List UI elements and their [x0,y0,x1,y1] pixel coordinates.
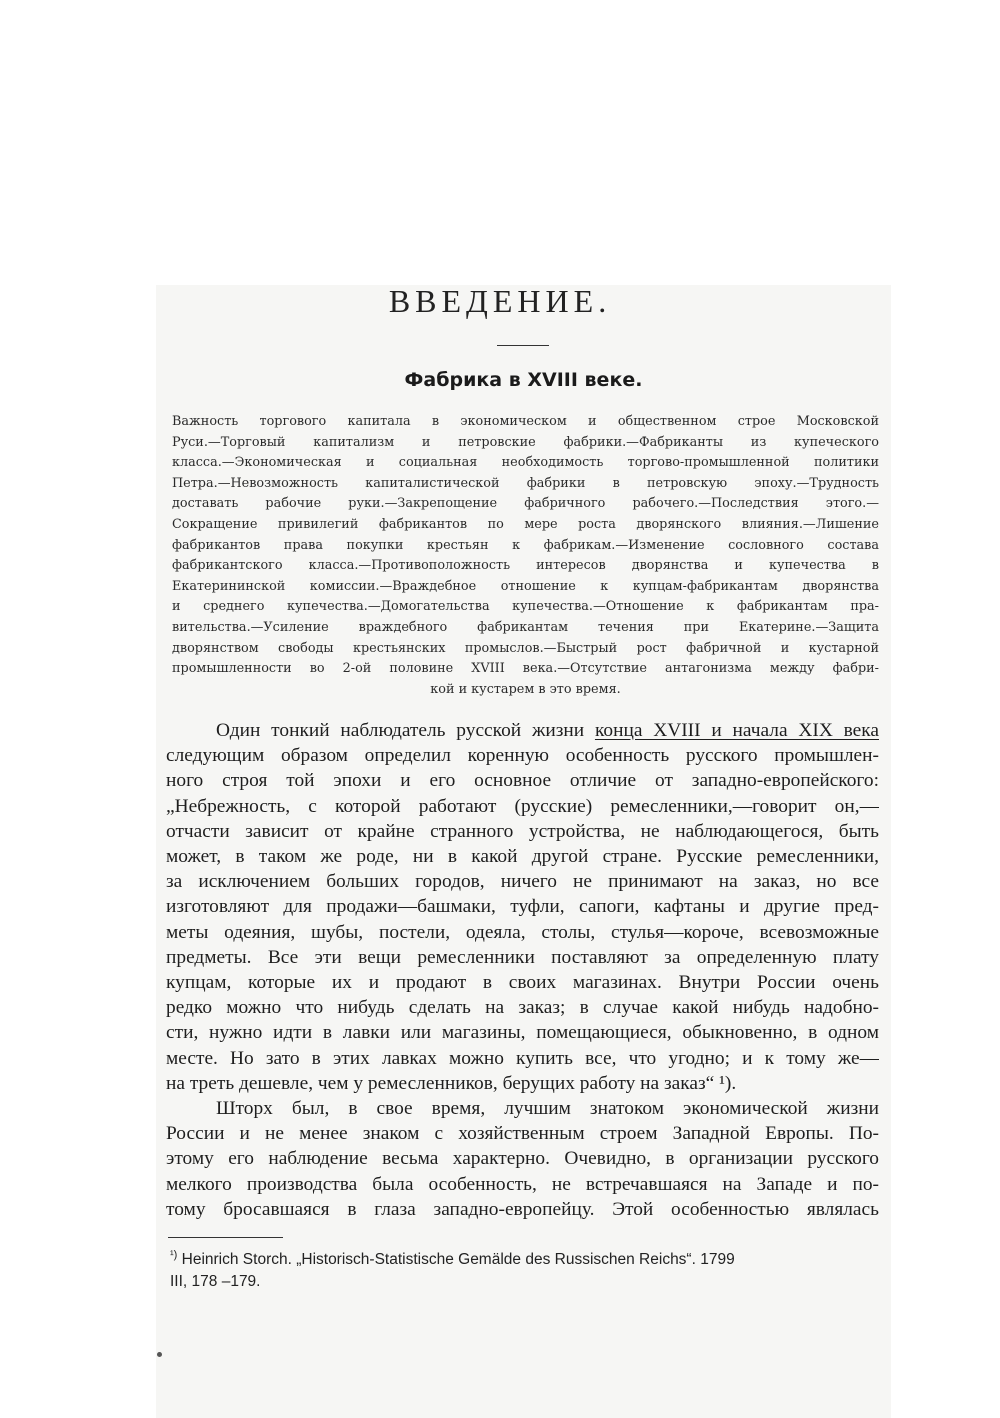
paragraph-2 [166,1096,879,1222]
summary-line: фабрикантского класса.—Противоположность интересов дворянства и купечества в [172,558,879,574]
footnote-citation: Heinrich Storch. „Historisch-Statistische Gemälde des Russischen Reichs“. 1799 [181,1251,735,1269]
paragraph-line-start: Один тонкий наблюдатель русской жизни [216,720,595,741]
footnote [170,1244,880,1293]
summary-line: Екатерининской комиссии.—Враждебное отношение к купцам-фабрикантам дворянства [172,578,879,594]
paragraph-line: этому его наблюдение весьма характерно. Очевидно, в организации русского [166,1148,879,1170]
paragraph-line: ного строя той эпохи и его основное отличие от западно-европейского: [166,770,879,792]
summary-line: класса.—Экономическая и социальная необходимость торгово-промышленной политики [172,455,879,471]
paragraph-line: России и не менее знаком с хозяйственным строем Западной Европы. По- [166,1123,879,1145]
paragraph-line: тому бросавшаяся в глаза западно-европейцу. Этой особенностью являлась [166,1198,879,1220]
paragraph-line: „Небрежность, с которой работают (русские) ремесленники,—говорит он,— [166,795,879,817]
summary-line: доставать рабочие руки.—Закрепощение фабричного рабочего.—Последствия этого.— [172,496,879,512]
summary-line: кой и кустарем в это время. [430,681,621,697]
chapter-summary [172,412,879,700]
paragraph-1 [166,718,879,1096]
summary-line: Руси.—Торговый капитализм и петровские фабрики.—Фабриканты из купеческого [172,434,879,450]
title-divider [497,345,549,346]
paragraph-line: предметы. Все эти вещи ремесленники поставляют за определенную плату [166,946,879,968]
paragraph-line: мелкого производства была особенность, не встречавшаяся на Западе и по- [166,1173,879,1195]
paragraph-line: месте. Но зато в этих лавках можно купить все, что угодно; и к тому же— [166,1047,879,1069]
footnote-marker: ¹) [170,1249,178,1261]
paragraph-line [166,718,879,743]
paragraph-line: на треть дешевле, чем у ремесленников, берущих работу на заказ“ ¹). [166,1072,737,1094]
paragraph-line: отчасти зависит от крайне странного устройства, не наблюдающегося, быть [166,820,879,842]
paragraph-line: редко можно что нибудь сделать на заказ; в случае какой нибудь надобно- [166,997,879,1019]
paragraph-line: следующим образом определил коренную особенность русского промышлен- [166,745,879,767]
footnote-line: III, 178 –179. [170,1273,261,1291]
chapter-title: ВВЕДЕНИЕ. [388,283,612,319]
summary-line: Важность торгового капитала в экономическом и общественном строе Московской [172,414,879,429]
body-text [166,718,879,1222]
summary-line: фабрикантов права покупки крестьян к фабрикам.—Изменение сословного состава [172,537,879,553]
footnote-divider [168,1237,283,1238]
paragraph-line: изготовляют для продажи—башмаки, туфли, сапоги, кафтаны и другие пред- [166,896,879,918]
paragraph-line: может, в таком же роде, ни в какой другой стране. Русские ремесленники, [166,846,879,868]
scan-speck [157,1352,162,1357]
section-title: Фабрика в XVIII веке. [404,369,643,391]
summary-line: Петра.—Невозможность капиталистической фабрики в петровскую эпоху.—Трудность [172,475,879,491]
underlined-phrase: конца XVIII и начала XIX века [594,720,879,741]
summary-line: промышленности во 2-ой половине XVIII века.—Отсутствие антагонизма между фабри- [172,661,879,677]
summary-line: вительства.—Усиление враждебного фабрикантам течения при Екатерине.—Защита [172,619,879,635]
summary-line: и среднего купечества.—Домогательства купечества.—Отношение к фабрикантам пра- [172,599,879,615]
paragraph-line: сти, нужно идти в лавки или магазины, помещающиеся, обыкновенно, в одном [166,1022,879,1044]
summary-line: дворянством свободы крестьянских промыслов.—Быстрый рост фабричной и кустарной [172,640,879,656]
paragraph-line: за исключением больших городов, ничего не принимают на заказ, но все [166,871,879,893]
summary-line: Сокращение привилегий фабрикантов по мере роста дворянского влияния.—Лишение [172,516,879,532]
paragraph-line: купцам, которые их и продают в своих магазинах. Внутри России очень [166,972,879,994]
paragraph-line: меты одеяния, шубы, постели, одеяла, столы, стулья—короче, всевозможные [166,921,879,943]
paragraph-line: Шторх был, в свое время, лучшим знатоком экономической жизни [216,1098,879,1120]
footnote-line [170,1244,880,1271]
